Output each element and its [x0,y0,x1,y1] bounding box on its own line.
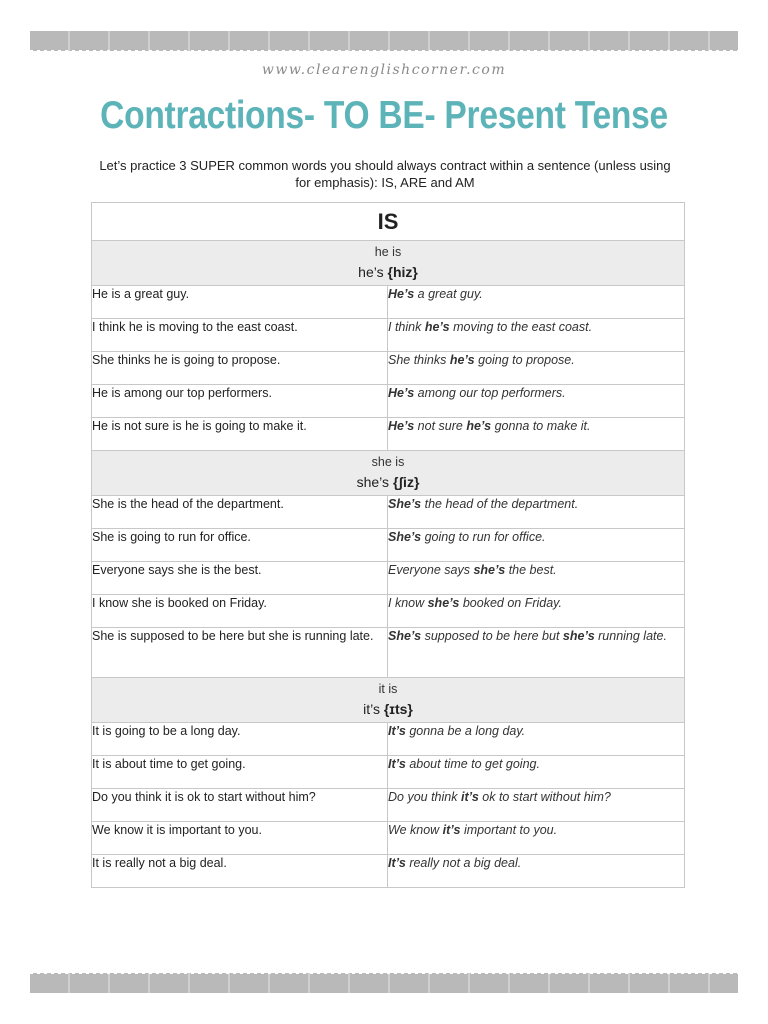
contraction-word: it’s [363,701,380,717]
full-form-sentence: She is the head of the department. [92,496,388,529]
contraction-highlight: She’s [388,629,422,643]
contracted-sentence [388,385,685,418]
sentence-text: She thinks [388,353,450,367]
sentence-text: ok to start without him? [478,790,611,804]
table-row [92,352,685,385]
section-contraction [92,261,684,283]
table-heading-cell [92,203,685,241]
sentence-text: running late. [594,629,667,643]
contracted-sentence [388,628,685,678]
table-row [92,562,685,595]
contracted-sentence [388,418,685,451]
sentence-text: the head of the department. [421,497,579,511]
page-title: Contractions- TO BE- Present Tense [100,94,668,137]
contraction-highlight: He’s [388,386,415,400]
contraction-highlight: she’s [427,596,460,610]
full-form-sentence: It is about time to get going. [92,756,388,789]
section-header-cell [92,678,685,723]
contraction-pronunciation: {ʃiz} [392,474,420,490]
contracted-sentence [388,562,685,595]
section-contraction [92,698,684,720]
sentence-text: about time to get going. [405,757,540,771]
sentence-text: going to run for office. [421,530,546,544]
table-row [92,628,685,678]
contractions-table [91,202,685,888]
contraction-highlight: It’s [388,724,406,738]
sentence-text: important to you. [460,823,558,837]
table-row [92,286,685,319]
contracted-sentence [388,319,685,352]
sentence-text: We know [388,823,443,837]
table-heading: IS [377,208,399,234]
table-row [92,418,685,451]
full-form-sentence: It is going to be a long day. [92,723,388,756]
contraction-highlight: it’s [442,823,461,837]
table-row [92,789,685,822]
section-header-cell [92,241,685,286]
sentence-text: Do you think [388,790,461,804]
table-row [92,529,685,562]
full-form-sentence: Do you think it is ok to start without him? [92,789,388,822]
full-form-sentence: She is going to run for office. [92,529,388,562]
contracted-sentence [388,855,685,888]
contracted-sentence [388,595,685,628]
section-base-form: she is [371,455,405,469]
contraction-highlight: He’s [388,287,415,301]
table-row [92,756,685,789]
contraction-highlight: it’s [460,790,479,804]
section-header-row [92,678,685,723]
sentence-text: a great guy. [414,287,483,301]
contraction-highlight: he’s [466,419,492,433]
contracted-sentence [388,789,685,822]
sentence-text: the best. [505,563,557,577]
sentence-text: I think [388,320,425,334]
sentence-text: booked on Friday. [459,596,562,610]
contracted-sentence [388,756,685,789]
contraction-highlight: She’s [388,497,422,511]
contraction-word: she’s [356,474,390,490]
contracted-sentence [388,352,685,385]
full-form-sentence: We know it is important to you. [92,822,388,855]
section-base-form: it is [378,682,398,696]
full-form-sentence: I know she is booked on Friday. [92,595,388,628]
sentence-text: Everyone says [388,563,474,577]
sentence-text: gonna to make it. [491,419,591,433]
full-form-sentence: He is a great guy. [92,286,388,319]
table-row [92,822,685,855]
contraction-pronunciation: {ɪts} [383,701,413,717]
bottom-border-strip [30,973,738,993]
section-contraction [92,471,684,493]
contraction-highlight: It’s [388,757,406,771]
contraction-highlight: he’s [424,320,450,334]
site-url: www.clearenglishcorner.com [261,62,507,78]
contracted-sentence [388,286,685,319]
table-row [92,595,685,628]
contracted-sentence [388,723,685,756]
intro-text: Let’s practice 3 SUPER common words you should always contract within a sentence (unless using for emphasis): IS, ARE and AM [99,158,671,190]
contraction-highlight: he’s [449,353,475,367]
sentence-text: I know [388,596,428,610]
full-form-sentence: It is really not a big deal. [92,855,388,888]
full-form-sentence: Everyone says she is the best. [92,562,388,595]
sentence-text: gonna be a long day. [405,724,526,738]
table-row [92,385,685,418]
full-form-sentence: He is among our top performers. [92,385,388,418]
contraction-word: he’s [358,264,384,280]
contraction-highlight: she’s [473,563,506,577]
sentence-text: moving to the east coast. [449,320,593,334]
sentence-text: not sure [414,419,467,433]
contracted-sentence [388,822,685,855]
contracted-sentence [388,496,685,529]
full-form-sentence: She is supposed to be here but she is running late. [92,628,388,678]
table-heading-row [92,203,685,241]
sentence-text: going to propose. [474,353,575,367]
contraction-highlight: He’s [388,419,415,433]
sentence-text: supposed to be here but [421,629,563,643]
section-header-row [92,241,685,286]
sentence-text: among our top performers. [414,386,566,400]
sentence-text: really not a big deal. [405,856,522,870]
table-row [92,855,685,888]
contracted-sentence [388,529,685,562]
section-header-row [92,451,685,496]
full-form-sentence: He is not sure is he is going to make it. [92,418,388,451]
table-row [92,496,685,529]
full-form-sentence: She thinks he is going to propose. [92,352,388,385]
top-border-strip [30,31,738,51]
section-header-cell [92,451,685,496]
full-form-sentence: I think he is moving to the east coast. [92,319,388,352]
section-base-form: he is [374,245,402,259]
contraction-pronunciation: {hiz} [387,264,418,280]
table-row [92,723,685,756]
contraction-highlight: She’s [388,530,422,544]
contraction-highlight: It’s [388,856,406,870]
table-row [92,319,685,352]
contraction-highlight: she’s [562,629,595,643]
